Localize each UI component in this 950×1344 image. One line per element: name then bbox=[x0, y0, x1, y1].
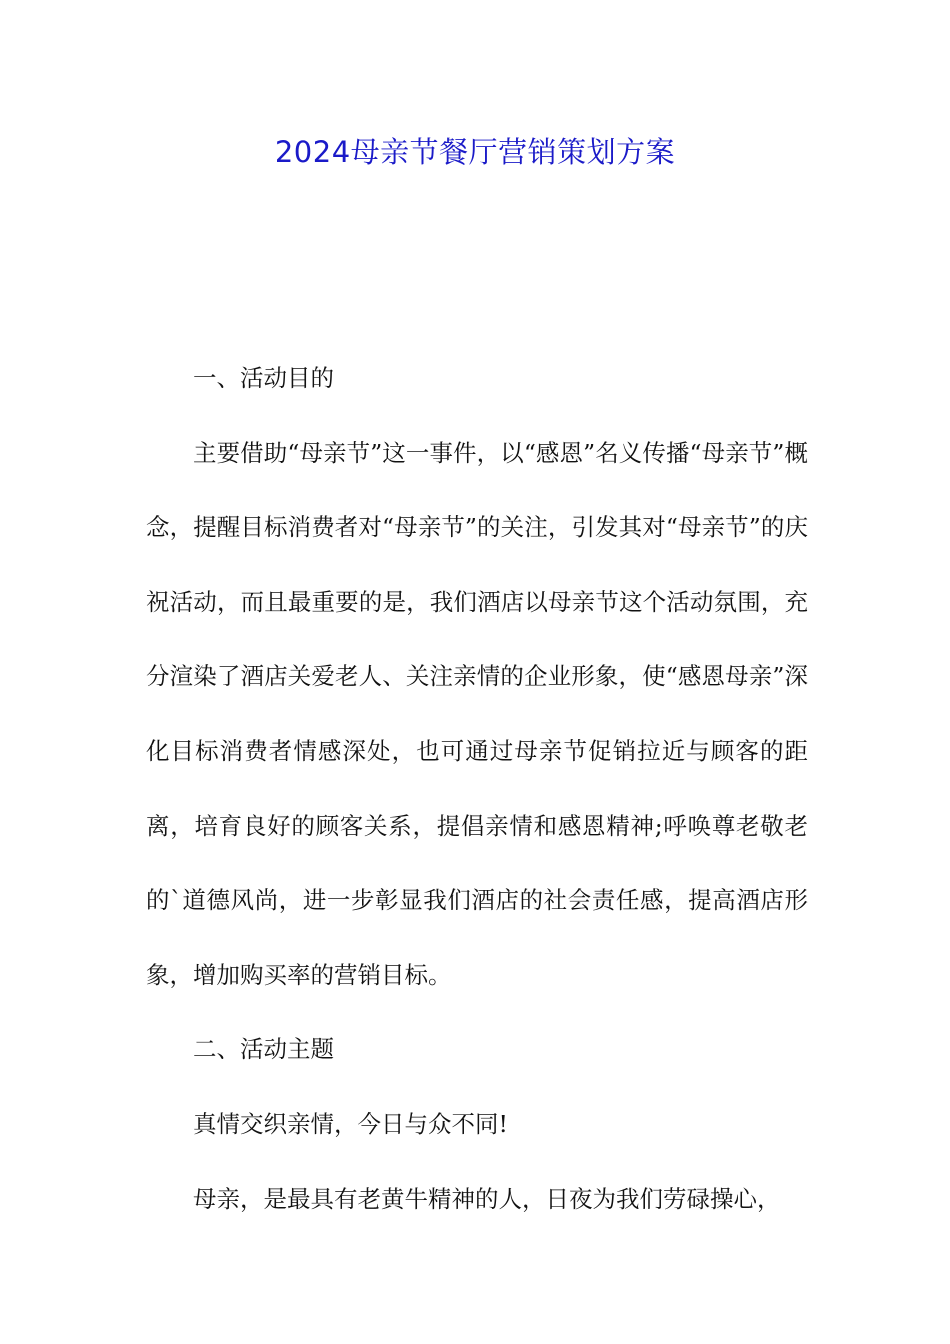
document-title: 2024母亲节餐厅营销策划方案 bbox=[274, 135, 676, 169]
section-heading-theme: 二、活动主题 bbox=[193, 1035, 334, 1064]
paragraph-purpose: 主要借助“母亲节”这一事件，以“感恩”名义传播“母亲节”概念，提醒目标消费者对“母亲节”的关注，引发其对“母亲节”的庆祝活动，而且最重要的是，我们酒店以母亲节这个活动氛围，充分渲染了酒店关爱老人、关注亲情的企业形象，使“感恩母亲”深化目标消费者情感深处，也可通过母亲节促销拉近与顾客的距离，培育良好的顾客关系，提倡亲情和感恩精神;呼唤尊老敬老的`道德风尚，进一步彰显我们酒店的社会责任感，提高酒店形象，增加购买率的营销目标。 bbox=[146, 438, 808, 989]
section-heading-purpose: 一、活动目的 bbox=[193, 364, 334, 392]
paragraph-theme-slogan: 真情交织亲情，今日与众不同! bbox=[193, 1109, 508, 1138]
paragraph-mother: 母亲，是最具有老黄牛精神的人，日夜为我们劳碌操心， bbox=[193, 1184, 781, 1213]
document-body bbox=[146, 341, 808, 1236]
